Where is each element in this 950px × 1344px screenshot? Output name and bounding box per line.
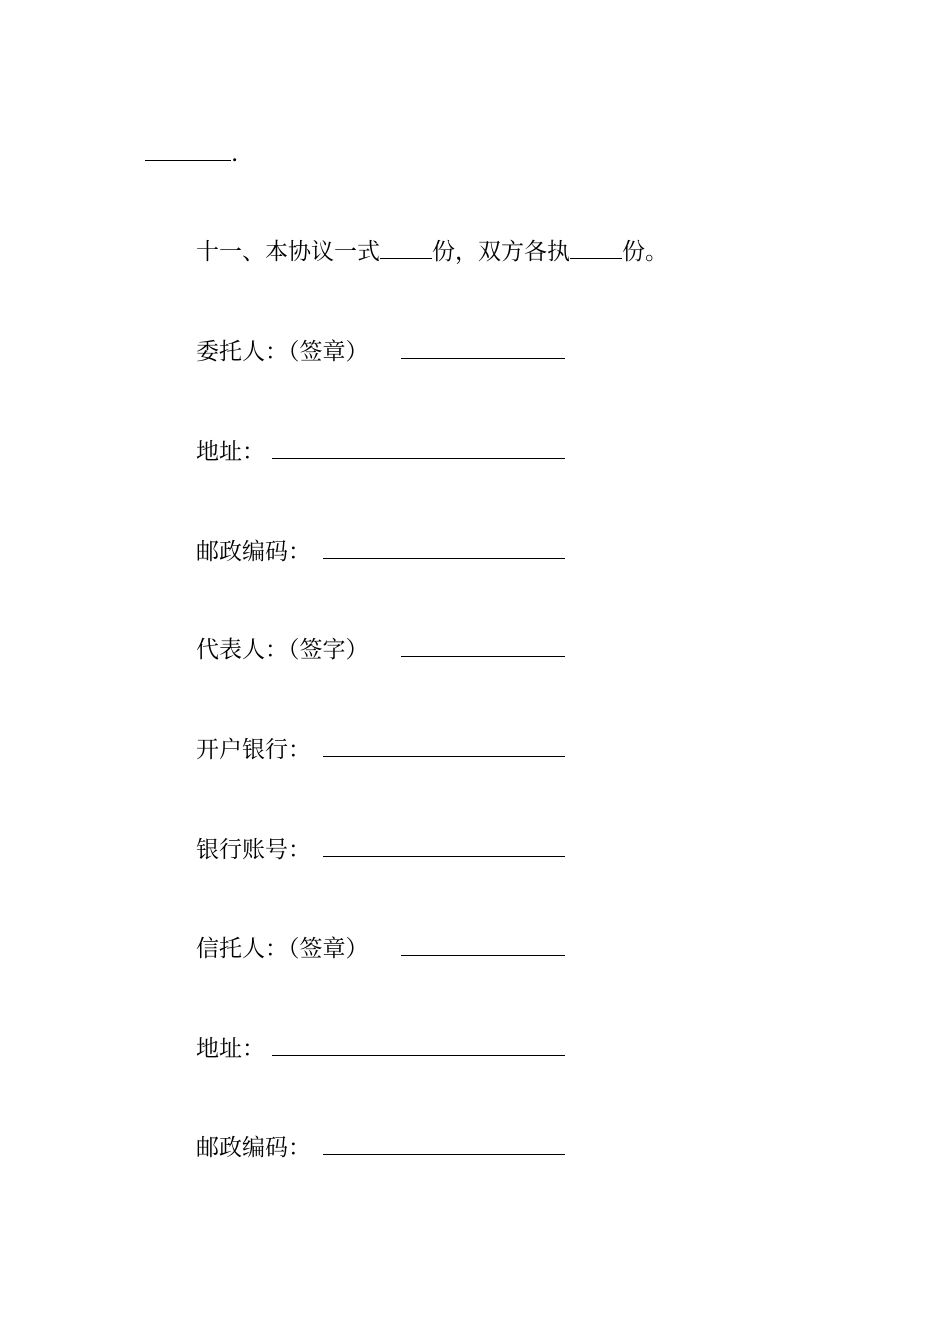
field-label: 邮政编码： xyxy=(196,539,311,565)
field-address xyxy=(196,436,565,466)
address-blank xyxy=(272,1033,565,1056)
clause-11 xyxy=(196,236,668,266)
field-label: 地址： xyxy=(196,439,265,465)
clause-11-text-1: 十一、本协议一式 xyxy=(196,239,380,265)
signature-blank xyxy=(401,634,565,657)
field-address xyxy=(196,1033,565,1063)
field-bank xyxy=(196,734,565,764)
clause-11-text-3: 份。 xyxy=(622,239,668,265)
field-label: 邮政编码： xyxy=(196,1135,311,1161)
postcode-blank xyxy=(323,536,565,559)
field-label: 委托人：（签章） xyxy=(196,339,369,365)
field-label: 银行账号： xyxy=(196,837,311,863)
signature-blank xyxy=(401,336,565,359)
field-label: 信托人：（签章） xyxy=(196,936,369,962)
field-representative xyxy=(196,634,565,664)
account-blank xyxy=(323,834,565,857)
address-blank xyxy=(272,436,565,459)
copies-total-blank xyxy=(380,236,432,259)
field-label: 地址： xyxy=(196,1036,265,1062)
field-trustee xyxy=(196,933,565,963)
field-label: 代表人：（签字） xyxy=(196,637,369,663)
period: . xyxy=(231,141,239,167)
bank-blank xyxy=(323,734,565,757)
field-label: 开户银行： xyxy=(196,737,311,763)
copies-each-blank xyxy=(570,236,622,259)
field-postcode xyxy=(196,536,565,566)
clause-11-text-2: 份，双方各执 xyxy=(432,239,570,265)
blank-line xyxy=(145,138,231,161)
continuation-line xyxy=(145,138,238,168)
postcode-blank xyxy=(323,1132,565,1155)
field-principal xyxy=(196,336,565,366)
signature-blank xyxy=(401,933,565,956)
field-account xyxy=(196,834,565,864)
field-postcode xyxy=(196,1132,565,1162)
